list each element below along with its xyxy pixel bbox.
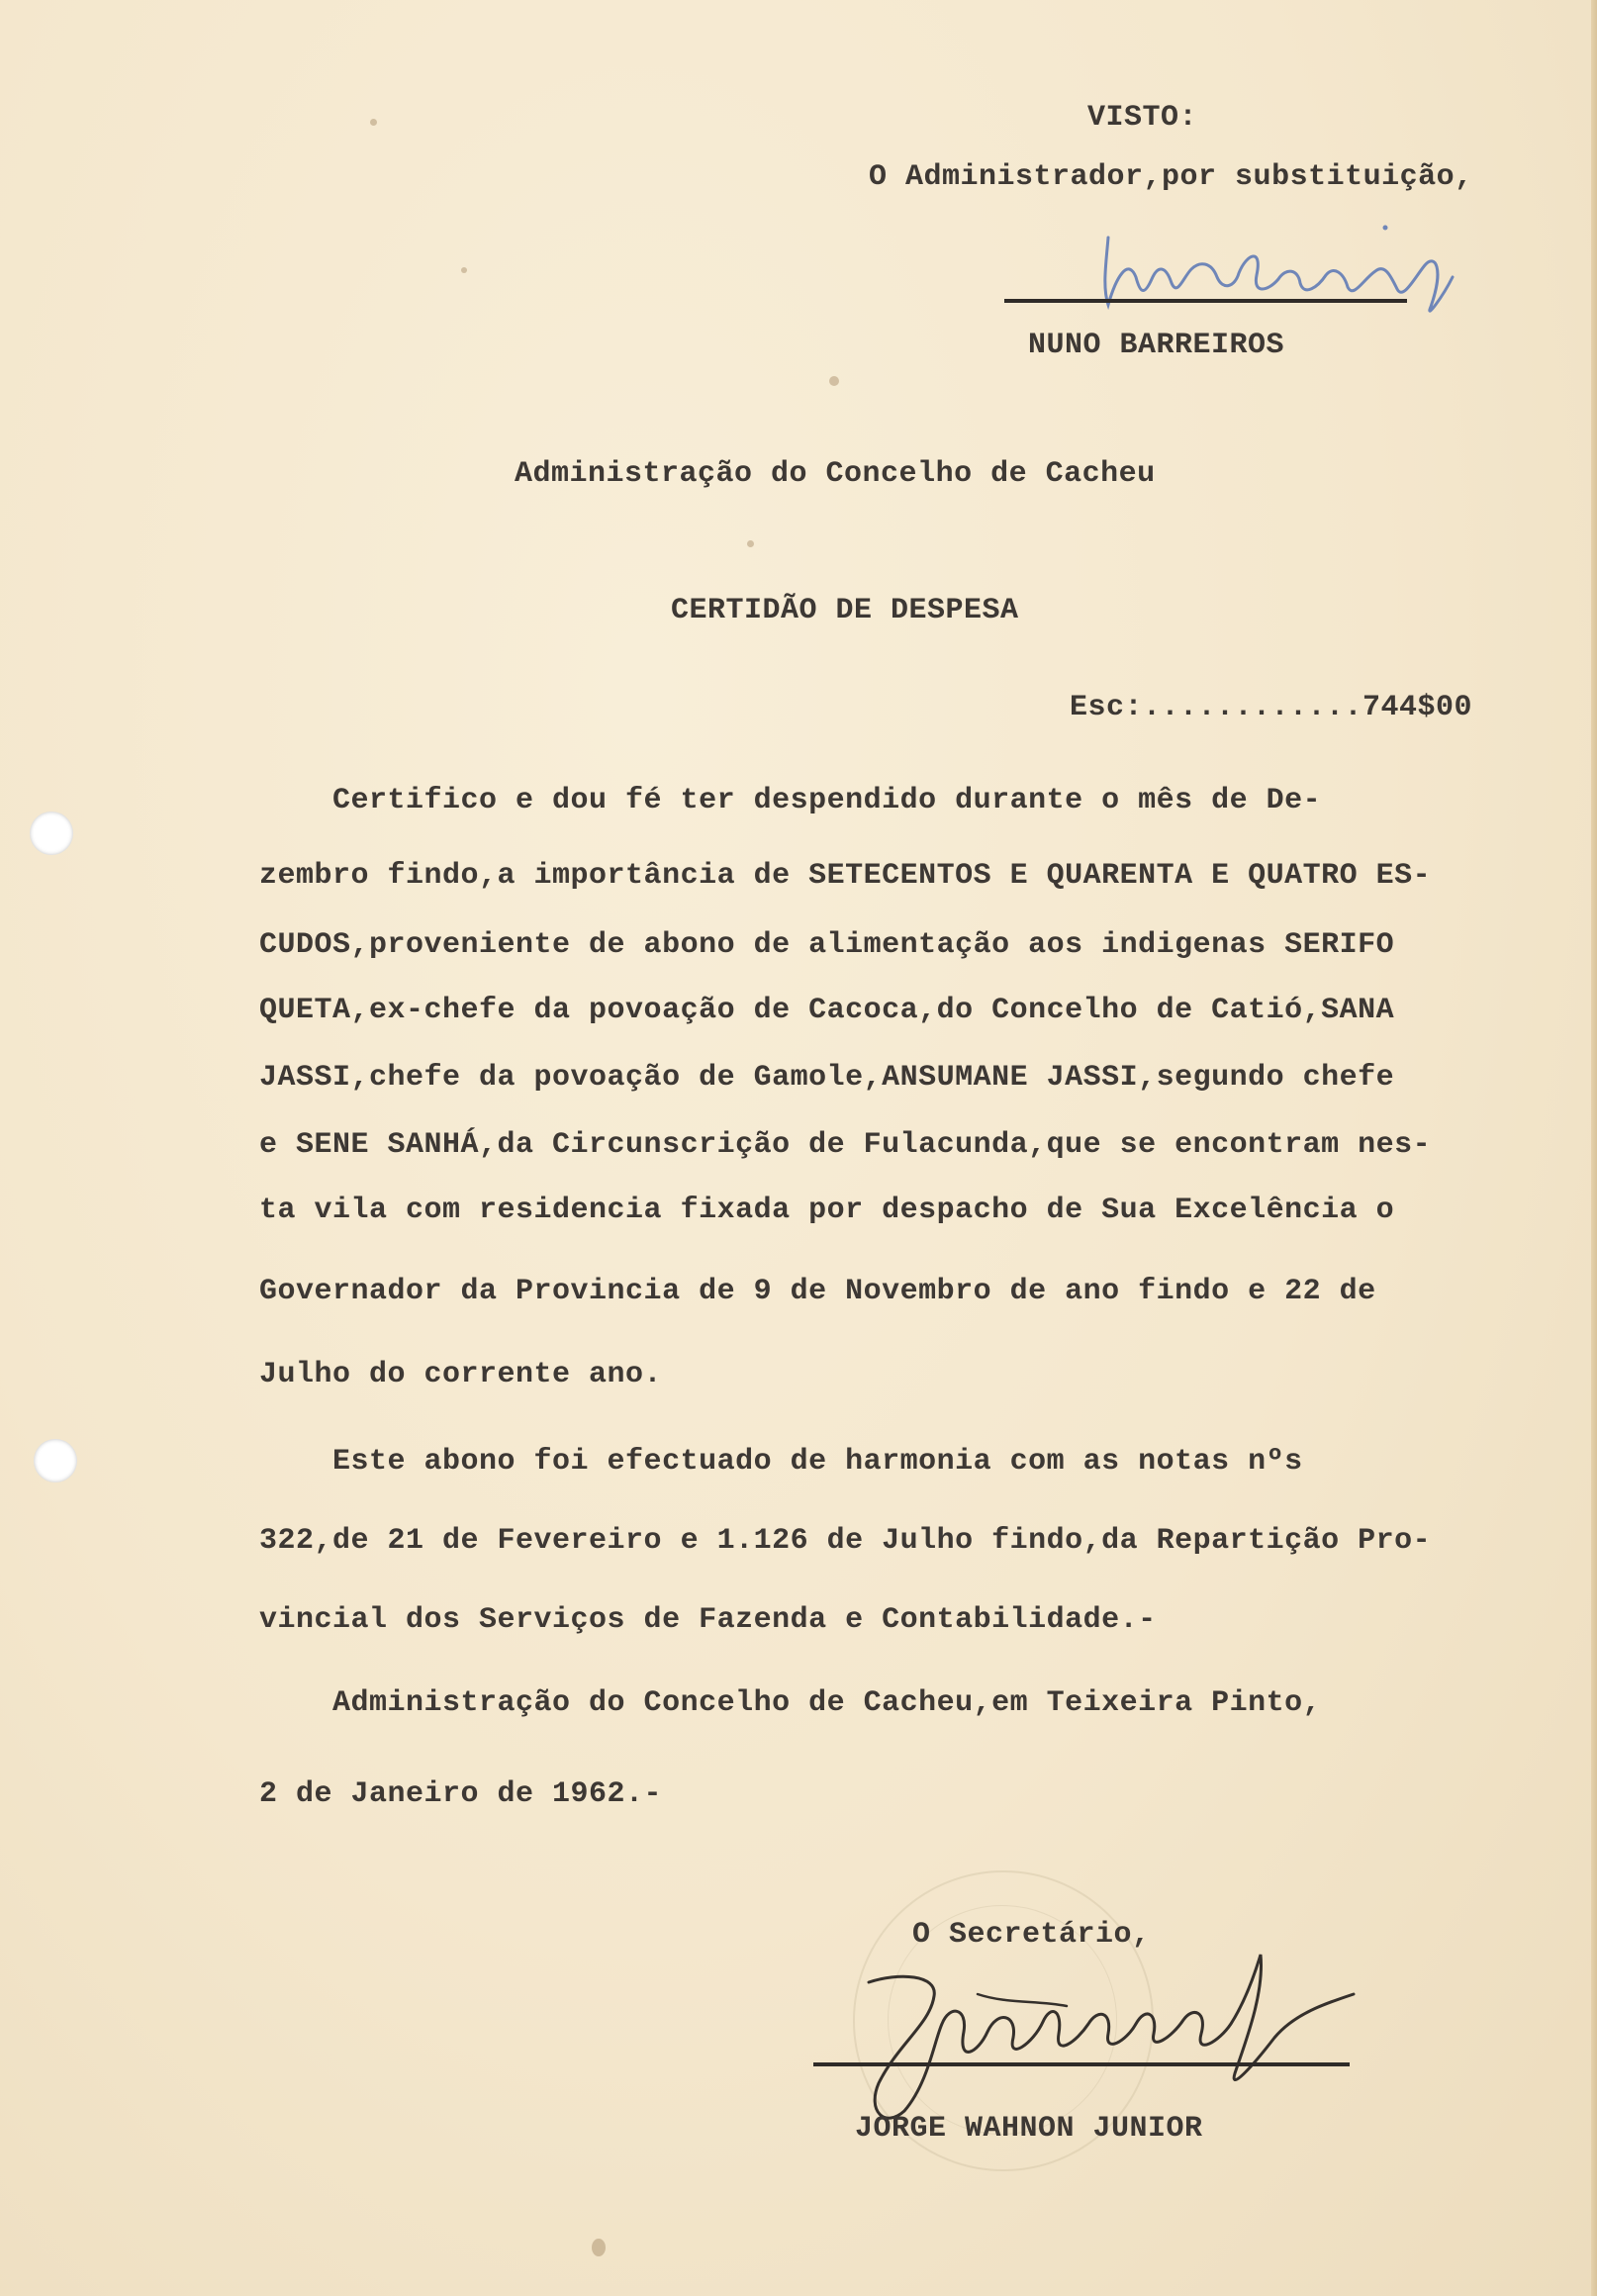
paper-speck <box>592 2239 606 2256</box>
body-line: Certifico e dou fé ter despendido durante o mês de De- <box>259 784 1322 817</box>
paper-speck <box>829 376 839 386</box>
body-line: Administração do Concelho de Cacheu,em Teixeira Pinto, <box>259 1686 1322 1720</box>
body-line: ta vila com residencia fixada por despacho de Sua Excelência o <box>259 1194 1395 1227</box>
body-line: CUDOS,proveniente de abono de alimentação aos indigenas SERIFO <box>259 928 1395 962</box>
visto-label: VISTO: <box>1087 101 1198 135</box>
body-line: zembro findo,a importância de SETECENTOS E QUARENTA E QUATRO ES- <box>259 859 1432 893</box>
amount-line: Esc:............744$00 <box>1070 691 1473 724</box>
secretary-label: O Secretário, <box>912 1918 1151 1952</box>
secretary-signature-line <box>813 2062 1350 2066</box>
secretary-name: JORGE WAHNON JUNIOR <box>855 2112 1203 2146</box>
administrator-signature <box>1088 218 1484 327</box>
administrator-signature-line <box>1004 299 1407 303</box>
body-line: e SENE SANHÁ,da Circunscrição de Fulacunda,que se encontram nes- <box>259 1128 1432 1162</box>
paper-speck <box>461 267 467 273</box>
punch-hole-top <box>30 812 73 855</box>
punch-hole-bottom <box>34 1439 77 1483</box>
administrator-line: O Administrador,por substituição, <box>869 160 1473 194</box>
paper-speck <box>370 119 377 126</box>
body-line: QUETA,ex-chefe da povoação de Cacoca,do Concelho de Catió,SANA <box>259 994 1395 1027</box>
body-line: vincial dos Serviços de Fazenda e Contabilidade.- <box>259 1603 1157 1637</box>
body-line: Governador da Provincia de 9 de Novembro de ano findo e 22 de <box>259 1275 1376 1308</box>
document-title: CERTIDÃO DE DESPESA <box>671 594 1019 627</box>
office-heading: Administração do Concelho de Cacheu <box>515 457 1156 491</box>
paper-edge <box>1591 0 1597 2296</box>
body-line: 2 de Janeiro de 1962.- <box>259 1777 663 1811</box>
body-line: Julho do corrente ano. <box>259 1358 663 1391</box>
body-line: 322,de 21 de Fevereiro e 1.126 de Julho findo,da Repartição Pro- <box>259 1524 1432 1558</box>
paper-speck <box>747 540 754 547</box>
administrator-name: NUNO BARREIROS <box>1028 329 1285 362</box>
body-line: JASSI,chefe da povoação de Gamole,ANSUMANE JASSI,segundo chefe <box>259 1061 1395 1095</box>
body-line: Este abono foi efectuado de harmonia com as notas nºs <box>259 1445 1303 1479</box>
